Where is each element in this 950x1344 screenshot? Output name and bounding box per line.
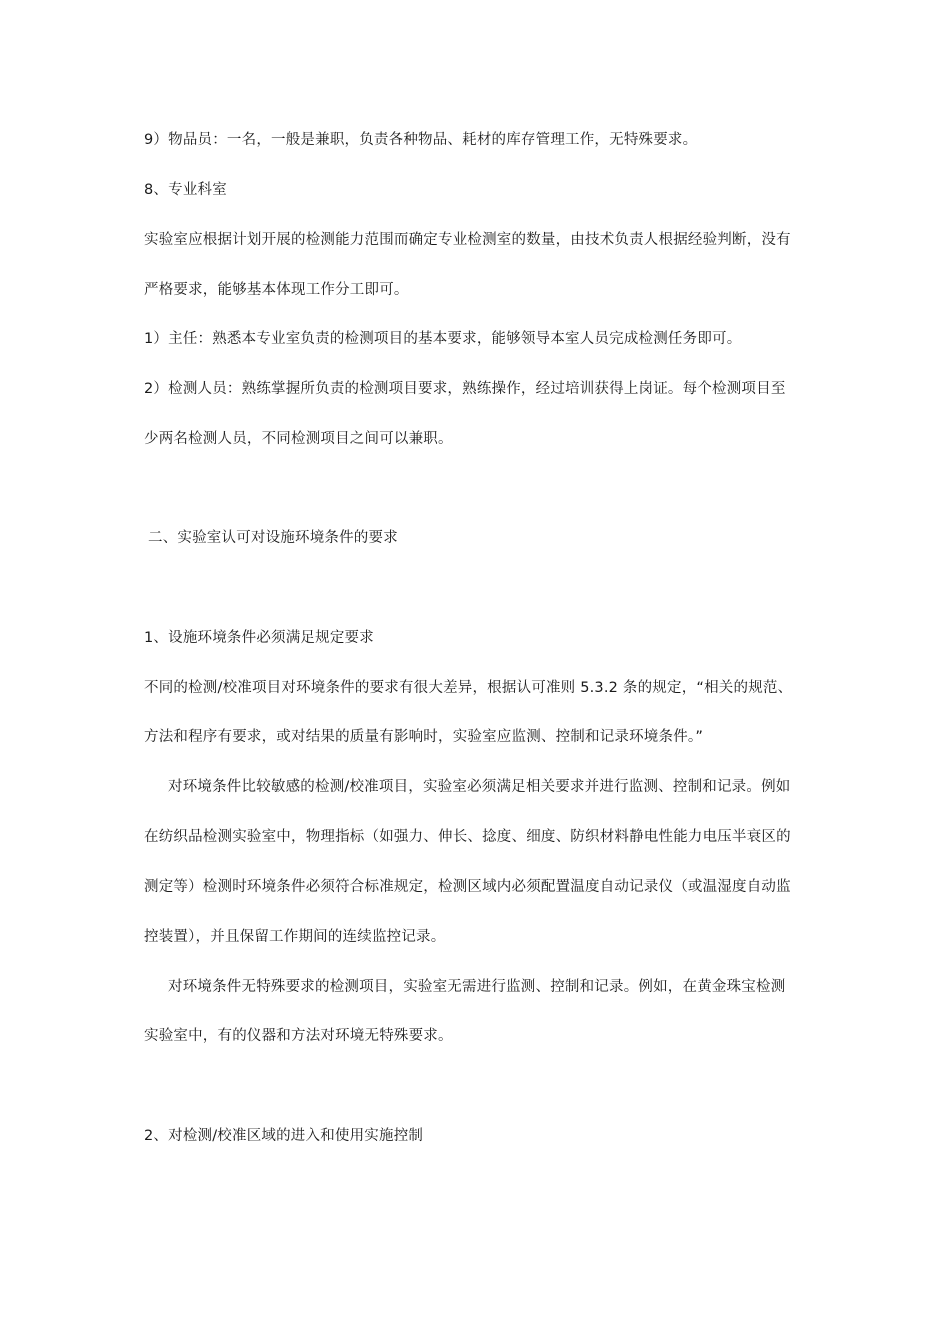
paragraph-line: 对环境条件无特殊要求的检测项目，实验室无需进行监测、控制和记录。例如，在黄金珠宝检测: [168, 979, 786, 995]
paragraph-line: 9）物品员：一名，一般是兼职，负责各种物品、耗材的库存管理工作，无特殊要求。: [144, 132, 698, 148]
paragraph-line: 控装置），并且保留工作期间的连续监控记录。: [144, 929, 446, 945]
section-heading: 1、设施环境条件必须满足规定要求: [144, 630, 374, 646]
paragraph-line: 实验室中，有的仪器和方法对环境无特殊要求。: [144, 1028, 453, 1044]
paragraph-line: 不同的检测/校准项目对环境条件的要求有很大差异，根据认可准则 5.3.2 条的规定，“相关的规范、: [144, 680, 793, 696]
paragraph-line: 2）检测人员：熟练掌握所负责的检测项目要求，熟练操作，经过培训获得上岗证。每个检测项目至: [144, 381, 786, 397]
paragraph-line: 1）主任：熟悉本专业室负责的检测项目的基本要求，能够领导本室人员完成检测任务即可。: [144, 331, 742, 347]
paragraph-line: 实验室应根据计划开展的检测能力范围而确定专业检测室的数量，由技术负责人根据经验判断，没有: [144, 232, 791, 248]
chapter-heading: 二、实验室认可对设施环境条件的要求: [148, 530, 398, 546]
paragraph-line: 方法和程序有要求，或对结果的质量有影响时，实验室应监测、控制和记录环境条件。”: [144, 729, 704, 745]
paragraph-line: 严格要求，能够基本体现工作分工即可。: [144, 282, 409, 298]
section-heading: 8、专业科室: [144, 182, 227, 198]
section-heading: 2、对检测/校准区域的进入和使用实施控制: [144, 1128, 424, 1144]
paragraph-line: 对环境条件比较敏感的检测/校准项目，实验室必须满足相关要求并进行监测、控制和记录。例如: [168, 779, 791, 795]
paragraph-line: 在纺织品检测实验室中，物理指标（如强力、伸长、捻度、细度、防织材料静电性能力电压半衰区的: [144, 829, 791, 845]
paragraph-line: 少两名检测人员，不同检测项目之间可以兼职。: [144, 431, 453, 447]
paragraph-line: 测定等）检测时环境条件必须符合标准规定，检测区域内必须配置温度自动记录仪（或温湿度自动监: [144, 879, 791, 895]
